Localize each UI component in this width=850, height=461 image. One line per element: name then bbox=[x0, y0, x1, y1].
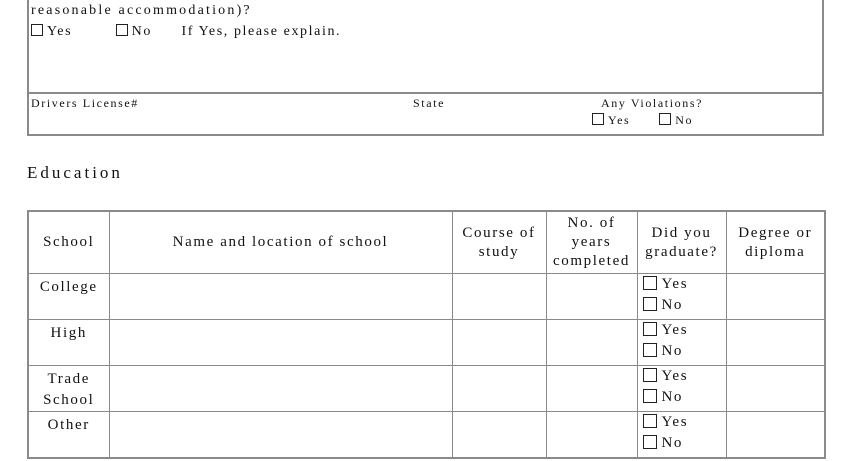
graduate-yes-option[interactable] bbox=[643, 320, 726, 341]
violations-no-option[interactable] bbox=[659, 113, 693, 127]
school-type-label-line2: School bbox=[43, 392, 95, 408]
header-name-location bbox=[109, 211, 452, 274]
school-type-label: College bbox=[39, 279, 98, 295]
no-label: No bbox=[131, 24, 152, 39]
yes-label: Yes bbox=[661, 276, 689, 292]
graduate-no-option[interactable] bbox=[643, 341, 726, 362]
header-school-label: School bbox=[43, 234, 95, 250]
header-school bbox=[28, 211, 109, 274]
no-label: No bbox=[661, 389, 684, 405]
graduate-no-option[interactable] bbox=[643, 433, 726, 454]
name-location-cell[interactable] bbox=[109, 412, 452, 459]
school-type-cell bbox=[28, 412, 109, 459]
yes-checkbox[interactable] bbox=[643, 276, 657, 290]
yes-label: Yes bbox=[661, 414, 689, 430]
yes-checkbox[interactable] bbox=[643, 414, 657, 428]
header-name-location-label: Name and location of school bbox=[172, 234, 389, 250]
header-degree-line1: Degree or bbox=[738, 224, 813, 241]
table-row bbox=[28, 274, 825, 320]
no-label: No bbox=[661, 297, 684, 313]
school-type-cell bbox=[28, 274, 109, 320]
accommodation-question: reasonable accommodation)? bbox=[31, 3, 252, 18]
course-cell[interactable] bbox=[452, 366, 546, 412]
header-course-line2: study bbox=[478, 243, 520, 260]
yes-checkbox[interactable] bbox=[643, 368, 657, 382]
table-row bbox=[28, 320, 825, 366]
drivers-license-label: Drivers License# bbox=[31, 96, 139, 110]
school-type-label: Other bbox=[47, 417, 90, 433]
yes-label: Yes bbox=[661, 368, 689, 384]
no-checkbox[interactable] bbox=[643, 435, 657, 449]
yes-label: Yes bbox=[47, 24, 73, 39]
course-cell[interactable] bbox=[452, 274, 546, 320]
accommodation-answer-row bbox=[31, 23, 341, 41]
violations-yes-option[interactable] bbox=[592, 113, 630, 127]
header-years-line2: years bbox=[571, 234, 612, 250]
no-checkbox[interactable] bbox=[643, 343, 657, 357]
school-type-label: High bbox=[50, 325, 87, 341]
course-cell[interactable] bbox=[452, 320, 546, 366]
header-years-line3: completed bbox=[553, 253, 630, 269]
name-location-cell[interactable] bbox=[109, 274, 452, 320]
state-label: State bbox=[413, 96, 445, 110]
accommodation-no-option[interactable] bbox=[116, 24, 152, 39]
accommodation-yes-option[interactable] bbox=[31, 24, 72, 39]
no-label: No bbox=[661, 343, 684, 359]
graduate-no-option[interactable] bbox=[643, 295, 726, 316]
course-cell[interactable] bbox=[452, 412, 546, 459]
graduate-no-option[interactable] bbox=[643, 387, 726, 408]
years-cell[interactable] bbox=[546, 274, 637, 320]
yes-label: Yes bbox=[661, 322, 689, 338]
no-checkbox[interactable] bbox=[659, 113, 671, 125]
yes-label: Yes bbox=[608, 113, 631, 127]
header-graduate-line1: Did you bbox=[651, 224, 712, 241]
graduate-cell bbox=[637, 412, 726, 459]
header-graduate bbox=[637, 211, 726, 274]
header-degree-line2: diploma bbox=[745, 243, 806, 260]
name-location-cell[interactable] bbox=[109, 366, 452, 412]
graduate-cell bbox=[637, 366, 726, 412]
graduate-yes-option[interactable] bbox=[643, 366, 726, 387]
no-checkbox[interactable] bbox=[116, 24, 128, 36]
education-title: Education bbox=[27, 163, 123, 182]
years-cell[interactable] bbox=[546, 320, 637, 366]
header-course-line1: Course of bbox=[462, 224, 536, 241]
school-type-cell bbox=[28, 366, 109, 412]
table-row bbox=[28, 412, 825, 459]
no-checkbox[interactable] bbox=[643, 297, 657, 311]
graduate-yes-option[interactable] bbox=[643, 412, 726, 433]
no-label: No bbox=[675, 113, 694, 127]
table-row bbox=[28, 366, 825, 412]
graduate-yes-option[interactable] bbox=[643, 274, 726, 295]
degree-cell[interactable] bbox=[726, 320, 825, 366]
years-cell[interactable] bbox=[546, 412, 637, 459]
header-course bbox=[452, 211, 546, 274]
violations-answer-row bbox=[592, 113, 693, 128]
no-label: No bbox=[661, 435, 684, 451]
yes-checkbox[interactable] bbox=[643, 322, 657, 336]
yes-checkbox[interactable] bbox=[592, 113, 604, 125]
no-checkbox[interactable] bbox=[643, 389, 657, 403]
years-cell[interactable] bbox=[546, 366, 637, 412]
school-type-cell bbox=[28, 320, 109, 366]
yes-checkbox[interactable] bbox=[31, 24, 43, 36]
header-graduate-line2: graduate? bbox=[645, 243, 718, 260]
header-years-line1: No. of bbox=[567, 215, 616, 231]
header-years bbox=[546, 211, 637, 274]
graduate-cell bbox=[637, 274, 726, 320]
violations-label: Any Violations? bbox=[601, 96, 704, 110]
degree-cell[interactable] bbox=[726, 412, 825, 459]
header-degree bbox=[726, 211, 825, 274]
degree-cell[interactable] bbox=[726, 366, 825, 412]
table-header-row bbox=[28, 211, 825, 274]
name-location-cell[interactable] bbox=[109, 320, 452, 366]
explain-label: If Yes, please explain. bbox=[181, 24, 342, 39]
education-table bbox=[27, 210, 826, 459]
graduate-cell bbox=[637, 320, 726, 366]
degree-cell[interactable] bbox=[726, 274, 825, 320]
school-type-label: Trade bbox=[47, 371, 90, 387]
